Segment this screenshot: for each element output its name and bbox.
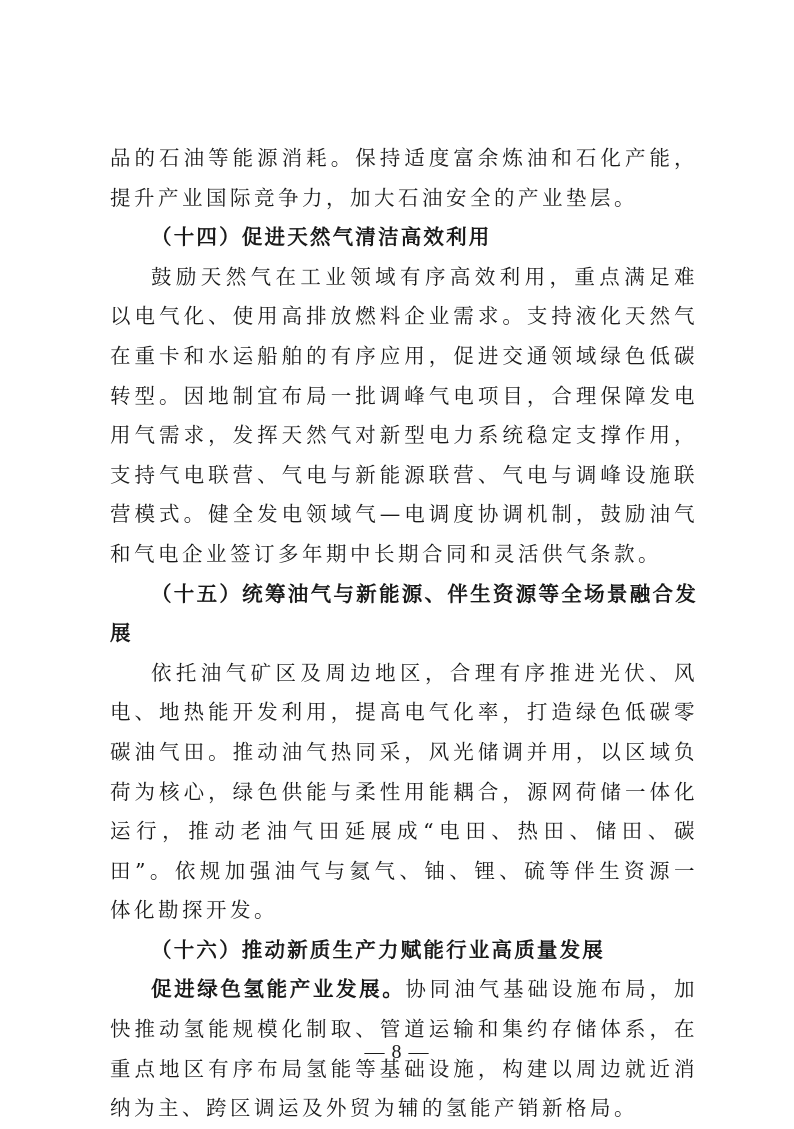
paragraph-lead-phrase: 促进绿色氢能产业发展。 — [151, 977, 406, 1002]
page-number: — 8 — — [364, 1041, 430, 1063]
section-heading-14: （十四）促进天然气清洁高效利用 — [151, 225, 492, 250]
paragraph-hydrogen-text: 协同油气基础设施布局，加快推动氢能规模化制取、管道运输和集约存储体系，在重点地区有序布局氢能等基础设施，构建以周边就近消纳为主、跨区调运及外贸为辅的氢能产销新格局。 — [110, 977, 699, 1121]
paragraph-continued: 品的石油等能源消耗。保持适度富余炼油和石化产能，提升产业国际竞争力，加大石油安全的产业垫层。 — [110, 146, 698, 210]
section-heading-15: （十五）统筹油气与新能源、伴生资源等全场景融合发展 — [110, 581, 698, 646]
paragraph-natural-gas: 鼓励天然气在工业领域有序高效利用，重点满足难以电气化、使用高排放燃料企业需求。支持液化天然气在重卡和水运船舶的有序应用，促进交通领域绿色低碳转型。因地制宜布局一批调峰气电项目，合理保障发电用气需求，发挥天然气对新型电力系统稳定支撑作用，支持气电联营、气电与新能源联营、气电与调峰设施联营模式。健全发电领域气—电调度协调机制，鼓励油气和气电企业签订多年期中长期合同和灵活供气条款。 — [110, 264, 698, 566]
document-body — [110, 139, 698, 1129]
paragraph-oil-gas-integration: 依托油气矿区及周边地区，合理有序推进光伏、风电、地热能开发利用，提高电气化率，打造绿色低碳零碳油气田。推动油气热同采，风光储调并用，以区域负荷为核心，绿色供能与柔性用能耦合，源网荷储一体化运行，推动老油气田延展成“电田、热田、储田、碳田”。依规加强油气与氦气、铀、锂、硫等伴生资源一体化勘探开发。 — [110, 660, 698, 923]
section-heading-16: （十六）推动新质生产力赋能行业高质量发展 — [151, 937, 605, 962]
